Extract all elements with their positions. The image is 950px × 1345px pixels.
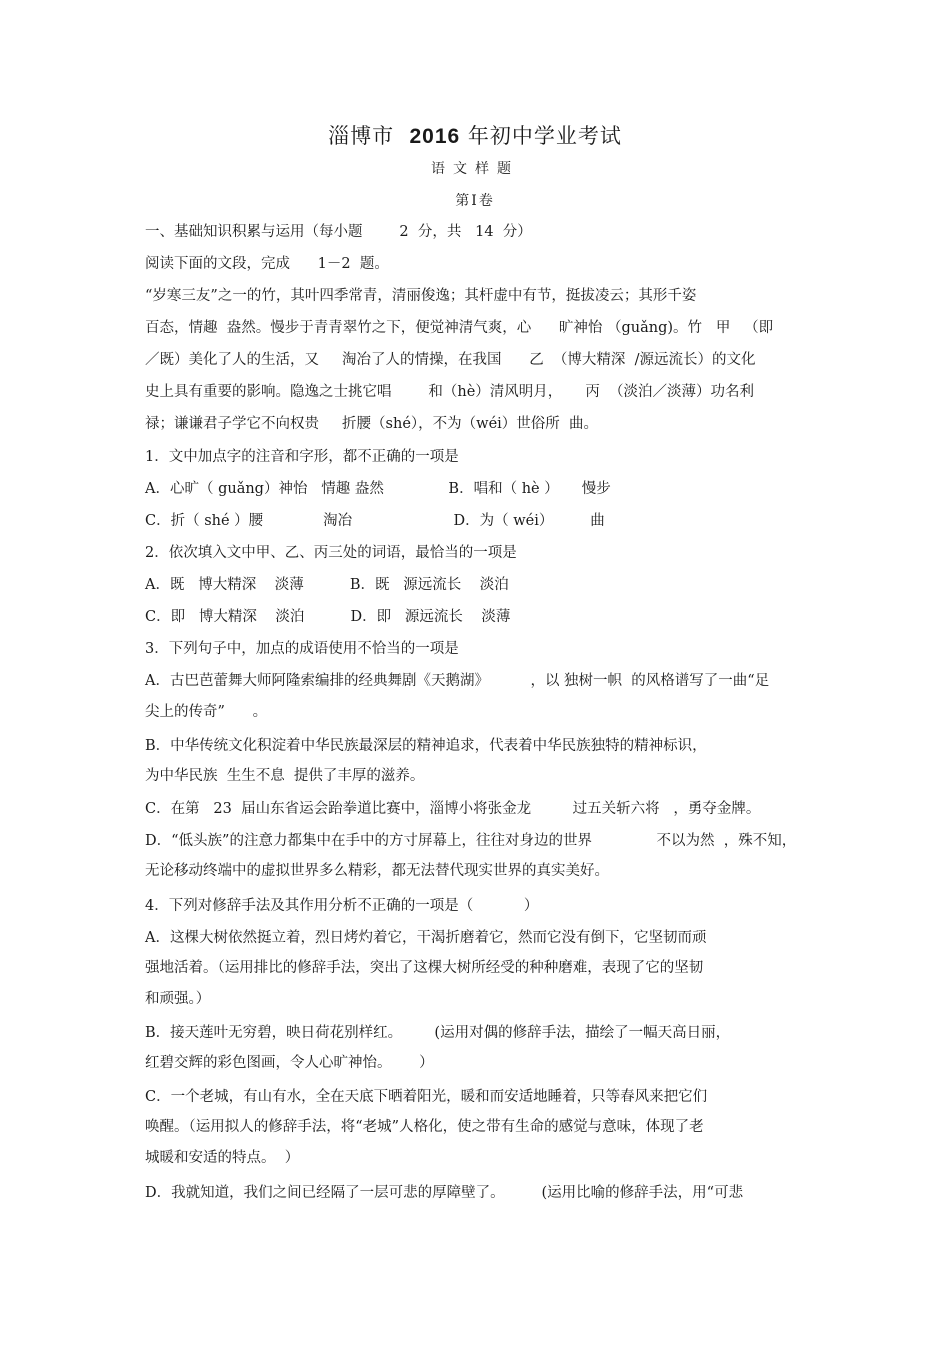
text-line: 红碧交辉的彩色图画，令人心旷神怡。 ）	[145, 1055, 434, 1071]
text-line: 无论移动终端中的虚拟世界多么精彩，都无法替代现实世界的真实美好。	[145, 863, 609, 879]
text-line: 一、基础知识积累与运用（每小题 2 分，共 14 分）	[145, 224, 532, 240]
text-line: C．折（ shé ）腰 淘冶 D．为（ wéi） 曲	[145, 513, 605, 529]
text-line: A．古巴芭蕾舞大师阿隆索编排的经典舞剧《天鹅湖》 ，以 独树一帜 的风格谱写了一曲“足	[145, 673, 770, 689]
text-line: B．接天莲叶无穷碧，映日荷花别样红。 (运用对偶的修辞手法，描绘了一幅天高日丽，	[145, 1025, 731, 1041]
text-line: 为中华民族 生生不息 提供了丰厚的滋养。	[145, 768, 425, 784]
text-line: C．在第 23 届山东省运会跆拳道比赛中，淄博小将张金龙 过五关斩六将 ，勇夺金牌。	[145, 801, 761, 817]
text-line: ／既）美化了人的生活，又 淘冶了人的情操，在我国 乙 （博大精深 /源远流长）的文化	[145, 352, 756, 368]
text-line: A．这棵大树依然挺立着，烈日烤灼着它，干渴折磨着它，然而它没有倒下，它坚韧而顽	[145, 930, 707, 946]
text-line: 史上具有重要的影响。隐逸之士挑它唱 和（hè）清风明月， 丙 （淡泊／淡薄）功名利	[145, 384, 755, 400]
text-line: D．“低头族”的注意力都集中在手中的方寸屏幕上，往往对身边的世界 不以为然 ，殊不知，	[145, 833, 797, 849]
text-line: 强地活着。（运用排比的修辞手法，突出了这棵大树所经受的种种磨难，表现了它的坚韧	[145, 960, 704, 976]
text-line: A．既 博大精深 淡薄 B．既 源远流长 淡泊	[145, 577, 509, 593]
text-line: 百态，情趣 盎然。慢步于青青翠竹之下，便觉神清气爽，心 旷神怡 （guǎng)。竹 甲 （即	[145, 320, 774, 336]
text-line: 1．文中加点字的注音和字形，都不正确的一项是	[145, 449, 459, 465]
text-line: 唤醒。（运用拟人的修辞手法，将“老城”人格化，使之带有生命的感觉与意味，体现了老	[145, 1119, 704, 1135]
title-prefix: 淄博市	[328, 124, 395, 148]
text-line: 阅读下面的文段，完成 1－2 题。	[145, 256, 389, 272]
title-year: 2016	[409, 125, 461, 148]
text-line: 禄；谦谦君子学它不向权贵 折腰（shé），不为（wéi）世俗所 曲。	[145, 416, 599, 432]
text-line: 4．下列对修辞手法及其作用分析不正确的一项是（ ）	[145, 898, 539, 914]
text-line: 2．依次填入文中甲、乙、丙三处的词语，最恰当的一项是	[145, 545, 517, 561]
text-line: C．一个老城，有山有水，全在天底下晒着阳光，暖和而安适地睡着，只等春风来把它们	[145, 1089, 708, 1105]
text-line: 3．下列句子中，加点的成语使用不恰当的一项是	[145, 641, 459, 657]
text-line: 城暖和安适的特点。 ）	[145, 1150, 300, 1166]
title-suffix: 年初中学业考试	[467, 124, 622, 148]
volume-heading: 第Ⅰ卷	[455, 193, 495, 209]
text-line: 和顽强。）	[145, 991, 211, 1007]
text-line: B．中华传统文化积淀着中华民族最深层的精神追求，代表着中华民族独特的精神标识，	[145, 738, 707, 754]
text-line: D．我就知道，我们之间已经隔了一层可悲的厚障壁了。 (运用比喻的修辞手法，用“可悲	[145, 1185, 744, 1201]
exam-subtitle: 语文样题	[431, 161, 519, 177]
text-line: A．心旷（ guǎng）神怡 情趣 盎然 B．唱和（ hè ） 慢步	[145, 481, 611, 497]
text-line: C．即 博大精深 淡泊 D．即 源远流长 淡薄	[145, 609, 511, 625]
exam-title	[0, 120, 950, 150]
text-line: 尖上的传奇” 。	[145, 704, 268, 720]
text-line: “岁寒三友”之一的竹，其叶四季常青，清丽俊逸；其杆虚中有节，挺拔凌云；其形千姿	[145, 288, 697, 304]
